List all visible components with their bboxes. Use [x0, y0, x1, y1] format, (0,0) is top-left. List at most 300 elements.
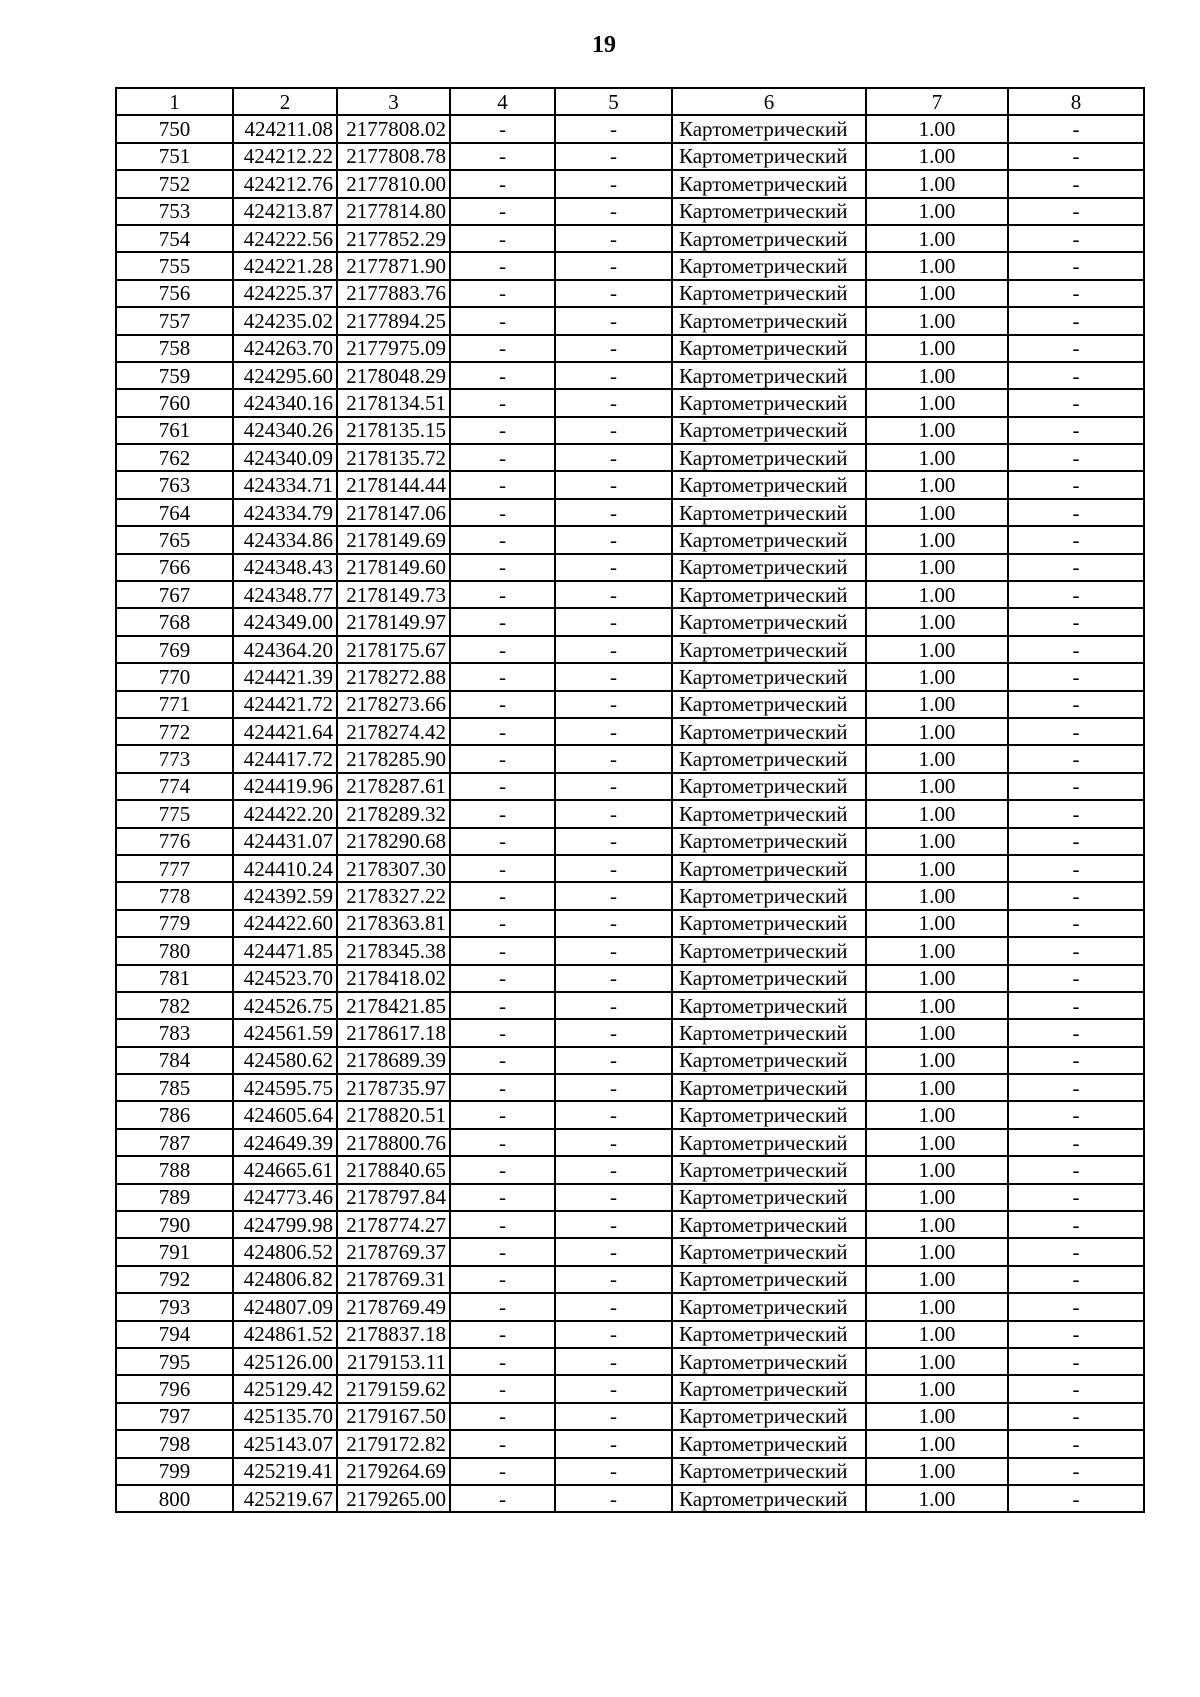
col8-cell: - — [1008, 170, 1144, 197]
col8-cell: - — [1008, 1458, 1144, 1485]
table-row — [116, 1101, 1144, 1128]
table-row — [116, 1321, 1144, 1348]
accuracy-cell: 1.00 — [866, 1430, 1008, 1457]
col5-cell: - — [555, 910, 672, 937]
accuracy-cell: 1.00 — [866, 718, 1008, 745]
col4-cell: - — [450, 1293, 555, 1320]
accuracy-cell: 1.00 — [866, 1403, 1008, 1430]
col8-cell: - — [1008, 1047, 1144, 1074]
col8-cell: - — [1008, 992, 1144, 1019]
x-coordinate-cell: 424348.43 — [233, 554, 337, 581]
col5-cell: - — [555, 1184, 672, 1211]
col4-cell: - — [450, 143, 555, 170]
accuracy-cell: 1.00 — [866, 252, 1008, 279]
method-cell: Картометрический — [672, 800, 866, 827]
table-row — [116, 362, 1144, 389]
point-number-cell: 793 — [116, 1293, 233, 1320]
method-cell: Картометрический — [672, 691, 866, 718]
method-cell: Картометрический — [672, 335, 866, 362]
method-cell: Картометрический — [672, 417, 866, 444]
col4-cell: - — [450, 992, 555, 1019]
accuracy-cell: 1.00 — [866, 499, 1008, 526]
table-row — [116, 444, 1144, 471]
point-number-cell: 777 — [116, 855, 233, 882]
y-coordinate-cell: 2177814.80 — [337, 198, 450, 225]
point-number-cell: 753 — [116, 198, 233, 225]
col8-cell: - — [1008, 855, 1144, 882]
table-header-row — [116, 88, 1144, 115]
accuracy-cell: 1.00 — [866, 1101, 1008, 1128]
col5-cell: - — [555, 581, 672, 608]
accuracy-cell: 1.00 — [866, 198, 1008, 225]
x-coordinate-cell: 424340.16 — [233, 389, 337, 416]
col5-cell: - — [555, 444, 672, 471]
y-coordinate-cell: 2178327.22 — [337, 882, 450, 909]
y-coordinate-cell: 2179153.11 — [337, 1348, 450, 1375]
table-row — [116, 992, 1144, 1019]
point-number-cell: 754 — [116, 225, 233, 252]
x-coordinate-cell: 424526.75 — [233, 992, 337, 1019]
col8-cell: - — [1008, 307, 1144, 334]
col5-cell: - — [555, 362, 672, 389]
y-coordinate-cell: 2179264.69 — [337, 1458, 450, 1485]
col5-cell: - — [555, 280, 672, 307]
col4-cell: - — [450, 499, 555, 526]
accuracy-cell: 1.00 — [866, 1074, 1008, 1101]
col4-cell: - — [450, 1348, 555, 1375]
accuracy-cell: 1.00 — [866, 663, 1008, 690]
col5-cell: - — [555, 1266, 672, 1293]
col5-cell: - — [555, 1129, 672, 1156]
y-coordinate-cell: 2178149.69 — [337, 526, 450, 553]
method-cell: Картометрический — [672, 663, 866, 690]
col5-cell: - — [555, 307, 672, 334]
table-row — [116, 335, 1144, 362]
col4-cell: - — [450, 252, 555, 279]
x-coordinate-cell: 424806.52 — [233, 1238, 337, 1265]
point-number-cell: 759 — [116, 362, 233, 389]
coordinates-table — [115, 87, 1145, 1513]
col5-cell: - — [555, 1403, 672, 1430]
col8-cell: - — [1008, 937, 1144, 964]
col5-cell: - — [555, 1047, 672, 1074]
point-number-cell: 799 — [116, 1458, 233, 1485]
table-row — [116, 115, 1144, 142]
point-number-cell: 752 — [116, 170, 233, 197]
col5-cell: - — [555, 526, 672, 553]
y-coordinate-cell: 2178135.72 — [337, 444, 450, 471]
point-number-cell: 773 — [116, 745, 233, 772]
table-row — [116, 910, 1144, 937]
col4-cell: - — [450, 910, 555, 937]
point-number-cell: 795 — [116, 1348, 233, 1375]
x-coordinate-cell: 424295.60 — [233, 362, 337, 389]
point-number-cell: 755 — [116, 252, 233, 279]
point-number-cell: 763 — [116, 471, 233, 498]
point-number-cell: 790 — [116, 1211, 233, 1238]
point-number-cell: 772 — [116, 718, 233, 745]
table-row — [116, 1074, 1144, 1101]
col5-cell: - — [555, 1375, 672, 1402]
col4-cell: - — [450, 362, 555, 389]
col8-cell: - — [1008, 1238, 1144, 1265]
accuracy-cell: 1.00 — [866, 1375, 1008, 1402]
col5-cell: - — [555, 1348, 672, 1375]
y-coordinate-cell: 2178149.73 — [337, 581, 450, 608]
method-cell: Картометрический — [672, 526, 866, 553]
method-cell: Картометрический — [672, 1458, 866, 1485]
col8-cell: - — [1008, 663, 1144, 690]
col5-cell: - — [555, 937, 672, 964]
method-cell: Картометрический — [672, 1348, 866, 1375]
accuracy-cell: 1.00 — [866, 444, 1008, 471]
point-number-cell: 782 — [116, 992, 233, 1019]
col8-cell: - — [1008, 828, 1144, 855]
col4-cell: - — [450, 554, 555, 581]
col8-cell: - — [1008, 1156, 1144, 1183]
col5-cell: - — [555, 335, 672, 362]
method-cell: Картометрический — [672, 718, 866, 745]
y-coordinate-cell: 2177975.09 — [337, 335, 450, 362]
accuracy-cell: 1.00 — [866, 389, 1008, 416]
table-row — [116, 1403, 1144, 1430]
point-number-cell: 775 — [116, 800, 233, 827]
col5-cell: - — [555, 143, 672, 170]
col5-cell: - — [555, 608, 672, 635]
col8-cell: - — [1008, 882, 1144, 909]
y-coordinate-cell: 2178274.42 — [337, 718, 450, 745]
method-cell: Картометрический — [672, 499, 866, 526]
col4-cell: - — [450, 800, 555, 827]
col8-cell: - — [1008, 1321, 1144, 1348]
table-row — [116, 170, 1144, 197]
col8-cell: - — [1008, 1266, 1144, 1293]
method-cell: Картометрический — [672, 608, 866, 635]
col5-cell: - — [555, 1211, 672, 1238]
col4-cell: - — [450, 1101, 555, 1128]
x-coordinate-cell: 424410.24 — [233, 855, 337, 882]
col4-cell: - — [450, 1458, 555, 1485]
point-number-cell: 797 — [116, 1403, 233, 1430]
x-coordinate-cell: 424225.37 — [233, 280, 337, 307]
col5-cell: - — [555, 1430, 672, 1457]
point-number-cell: 781 — [116, 965, 233, 992]
method-cell: Картометрический — [672, 1485, 866, 1512]
x-coordinate-cell: 424212.22 — [233, 143, 337, 170]
y-coordinate-cell: 2178149.60 — [337, 554, 450, 581]
x-coordinate-cell: 424807.09 — [233, 1293, 337, 1320]
method-cell: Картометрический — [672, 1211, 866, 1238]
col4-cell: - — [450, 307, 555, 334]
col5-cell: - — [555, 800, 672, 827]
table-row — [116, 937, 1144, 964]
method-cell: Картометрический — [672, 143, 866, 170]
accuracy-cell: 1.00 — [866, 1321, 1008, 1348]
point-number-cell: 768 — [116, 608, 233, 635]
y-coordinate-cell: 2178797.84 — [337, 1184, 450, 1211]
accuracy-cell: 1.00 — [866, 855, 1008, 882]
point-number-cell: 761 — [116, 417, 233, 444]
point-number-cell: 779 — [116, 910, 233, 937]
col5-cell: - — [555, 499, 672, 526]
table-row — [116, 691, 1144, 718]
accuracy-cell: 1.00 — [866, 362, 1008, 389]
table-row — [116, 1156, 1144, 1183]
table-row — [116, 1238, 1144, 1265]
col8-cell: - — [1008, 1403, 1144, 1430]
column-header: 8 — [1008, 88, 1144, 115]
y-coordinate-cell: 2178840.65 — [337, 1156, 450, 1183]
table-row — [116, 198, 1144, 225]
accuracy-cell: 1.00 — [866, 1485, 1008, 1512]
y-coordinate-cell: 2178837.18 — [337, 1321, 450, 1348]
col5-cell: - — [555, 965, 672, 992]
point-number-cell: 791 — [116, 1238, 233, 1265]
method-cell: Картометрический — [672, 471, 866, 498]
x-coordinate-cell: 424649.39 — [233, 1129, 337, 1156]
accuracy-cell: 1.00 — [866, 170, 1008, 197]
col5-cell: - — [555, 636, 672, 663]
x-coordinate-cell: 424349.00 — [233, 608, 337, 635]
y-coordinate-cell: 2178735.97 — [337, 1074, 450, 1101]
y-coordinate-cell: 2178345.38 — [337, 937, 450, 964]
col4-cell: - — [450, 1019, 555, 1046]
table-row — [116, 608, 1144, 635]
table-row — [116, 499, 1144, 526]
col8-cell: - — [1008, 1129, 1144, 1156]
col4-cell: - — [450, 225, 555, 252]
col5-cell: - — [555, 170, 672, 197]
col4-cell: - — [450, 389, 555, 416]
col5-cell: - — [555, 691, 672, 718]
point-number-cell: 780 — [116, 937, 233, 964]
x-coordinate-cell: 424392.59 — [233, 882, 337, 909]
method-cell: Картометрический — [672, 636, 866, 663]
accuracy-cell: 1.00 — [866, 882, 1008, 909]
x-coordinate-cell: 424419.96 — [233, 773, 337, 800]
table-row — [116, 526, 1144, 553]
x-coordinate-cell: 424773.46 — [233, 1184, 337, 1211]
method-cell: Картометрический — [672, 1101, 866, 1128]
col4-cell: - — [450, 1238, 555, 1265]
accuracy-cell: 1.00 — [866, 1047, 1008, 1074]
col5-cell: - — [555, 773, 672, 800]
table-row — [116, 1266, 1144, 1293]
x-coordinate-cell: 424211.08 — [233, 115, 337, 142]
table-row — [116, 1485, 1144, 1512]
point-number-cell: 770 — [116, 663, 233, 690]
accuracy-cell: 1.00 — [866, 225, 1008, 252]
method-cell: Картометрический — [672, 1047, 866, 1074]
col5-cell: - — [555, 1019, 672, 1046]
col5-cell: - — [555, 882, 672, 909]
point-number-cell: 787 — [116, 1129, 233, 1156]
point-number-cell: 766 — [116, 554, 233, 581]
method-cell: Картометрический — [672, 828, 866, 855]
method-cell: Картометрический — [672, 198, 866, 225]
table-row — [116, 1019, 1144, 1046]
col4-cell: - — [450, 1485, 555, 1512]
method-cell: Картометрический — [672, 882, 866, 909]
table-row — [116, 143, 1144, 170]
accuracy-cell: 1.00 — [866, 1238, 1008, 1265]
x-coordinate-cell: 425219.41 — [233, 1458, 337, 1485]
point-number-cell: 785 — [116, 1074, 233, 1101]
col8-cell: - — [1008, 1074, 1144, 1101]
y-coordinate-cell: 2178135.15 — [337, 417, 450, 444]
method-cell: Картометрический — [672, 1184, 866, 1211]
accuracy-cell: 1.00 — [866, 307, 1008, 334]
col8-cell: - — [1008, 1101, 1144, 1128]
method-cell: Картометрический — [672, 1238, 866, 1265]
x-coordinate-cell: 424806.82 — [233, 1266, 337, 1293]
point-number-cell: 769 — [116, 636, 233, 663]
col4-cell: - — [450, 1129, 555, 1156]
y-coordinate-cell: 2177883.76 — [337, 280, 450, 307]
col8-cell: - — [1008, 718, 1144, 745]
table-row — [116, 1129, 1144, 1156]
method-cell: Картометрический — [672, 1430, 866, 1457]
col8-cell: - — [1008, 1348, 1144, 1375]
col4-cell: - — [450, 828, 555, 855]
table-row — [116, 745, 1144, 772]
table-row — [116, 663, 1144, 690]
col8-cell: - — [1008, 444, 1144, 471]
x-coordinate-cell: 424595.75 — [233, 1074, 337, 1101]
accuracy-cell: 1.00 — [866, 636, 1008, 663]
accuracy-cell: 1.00 — [866, 526, 1008, 553]
column-header: 6 — [672, 88, 866, 115]
point-number-cell: 771 — [116, 691, 233, 718]
table-row — [116, 554, 1144, 581]
method-cell: Картометрический — [672, 362, 866, 389]
method-cell: Картометрический — [672, 745, 866, 772]
point-number-cell: 798 — [116, 1430, 233, 1457]
method-cell: Картометрический — [672, 992, 866, 1019]
col4-cell: - — [450, 198, 555, 225]
col4-cell: - — [450, 280, 555, 307]
y-coordinate-cell: 2178134.51 — [337, 389, 450, 416]
col8-cell: - — [1008, 198, 1144, 225]
col4-cell: - — [450, 718, 555, 745]
x-coordinate-cell: 424580.62 — [233, 1047, 337, 1074]
column-header: 4 — [450, 88, 555, 115]
table-row — [116, 1458, 1144, 1485]
point-number-cell: 764 — [116, 499, 233, 526]
table-row — [116, 1375, 1144, 1402]
y-coordinate-cell: 2178307.30 — [337, 855, 450, 882]
accuracy-cell: 1.00 — [866, 745, 1008, 772]
table-row — [116, 855, 1144, 882]
y-coordinate-cell: 2178689.39 — [337, 1047, 450, 1074]
accuracy-cell: 1.00 — [866, 1156, 1008, 1183]
accuracy-cell: 1.00 — [866, 115, 1008, 142]
y-coordinate-cell: 2178617.18 — [337, 1019, 450, 1046]
y-coordinate-cell: 2178769.49 — [337, 1293, 450, 1320]
table-row — [116, 718, 1144, 745]
x-coordinate-cell: 424799.98 — [233, 1211, 337, 1238]
col4-cell: - — [450, 1156, 555, 1183]
method-cell: Картометрический — [672, 910, 866, 937]
col4-cell: - — [450, 1403, 555, 1430]
y-coordinate-cell: 2178048.29 — [337, 362, 450, 389]
point-number-cell: 760 — [116, 389, 233, 416]
col4-cell: - — [450, 1266, 555, 1293]
accuracy-cell: 1.00 — [866, 691, 1008, 718]
y-coordinate-cell: 2178820.51 — [337, 1101, 450, 1128]
x-coordinate-cell: 424340.09 — [233, 444, 337, 471]
col4-cell: - — [450, 1375, 555, 1402]
accuracy-cell: 1.00 — [866, 280, 1008, 307]
method-cell: Картометрический — [672, 225, 866, 252]
col4-cell: - — [450, 1321, 555, 1348]
method-cell: Картометрический — [672, 965, 866, 992]
col8-cell: - — [1008, 335, 1144, 362]
table-row — [116, 1430, 1144, 1457]
col8-cell: - — [1008, 389, 1144, 416]
y-coordinate-cell: 2178273.66 — [337, 691, 450, 718]
col8-cell: - — [1008, 1019, 1144, 1046]
x-coordinate-cell: 424471.85 — [233, 937, 337, 964]
col4-cell: - — [450, 691, 555, 718]
y-coordinate-cell: 2177852.29 — [337, 225, 450, 252]
col5-cell: - — [555, 745, 672, 772]
method-cell: Картометрический — [672, 444, 866, 471]
point-number-cell: 776 — [116, 828, 233, 855]
x-coordinate-cell: 424431.07 — [233, 828, 337, 855]
x-coordinate-cell: 424221.28 — [233, 252, 337, 279]
col4-cell: - — [450, 471, 555, 498]
x-coordinate-cell: 424665.61 — [233, 1156, 337, 1183]
point-number-cell: 786 — [116, 1101, 233, 1128]
point-number-cell: 788 — [116, 1156, 233, 1183]
table-body — [116, 115, 1144, 1512]
col8-cell: - — [1008, 280, 1144, 307]
col5-cell: - — [555, 198, 672, 225]
y-coordinate-cell: 2178418.02 — [337, 965, 450, 992]
col4-cell: - — [450, 745, 555, 772]
col8-cell: - — [1008, 115, 1144, 142]
method-cell: Картометрический — [672, 115, 866, 142]
method-cell: Картометрический — [672, 307, 866, 334]
table-row — [116, 307, 1144, 334]
point-number-cell: 783 — [116, 1019, 233, 1046]
accuracy-cell: 1.00 — [866, 992, 1008, 1019]
table-row — [116, 800, 1144, 827]
col8-cell: - — [1008, 554, 1144, 581]
col5-cell: - — [555, 1101, 672, 1128]
x-coordinate-cell: 424222.56 — [233, 225, 337, 252]
x-coordinate-cell: 424364.20 — [233, 636, 337, 663]
y-coordinate-cell: 2178421.85 — [337, 992, 450, 1019]
table-row — [116, 636, 1144, 663]
y-coordinate-cell: 2178285.90 — [337, 745, 450, 772]
col4-cell: - — [450, 115, 555, 142]
point-number-cell: 756 — [116, 280, 233, 307]
accuracy-cell: 1.00 — [866, 937, 1008, 964]
accuracy-cell: 1.00 — [866, 910, 1008, 937]
col4-cell: - — [450, 417, 555, 444]
col5-cell: - — [555, 1293, 672, 1320]
table-row — [116, 828, 1144, 855]
col8-cell: - — [1008, 636, 1144, 663]
y-coordinate-cell: 2178175.67 — [337, 636, 450, 663]
method-cell: Картометрический — [672, 773, 866, 800]
accuracy-cell: 1.00 — [866, 417, 1008, 444]
col5-cell: - — [555, 1074, 672, 1101]
y-coordinate-cell: 2179167.50 — [337, 1403, 450, 1430]
method-cell: Картометрический — [672, 1293, 866, 1320]
